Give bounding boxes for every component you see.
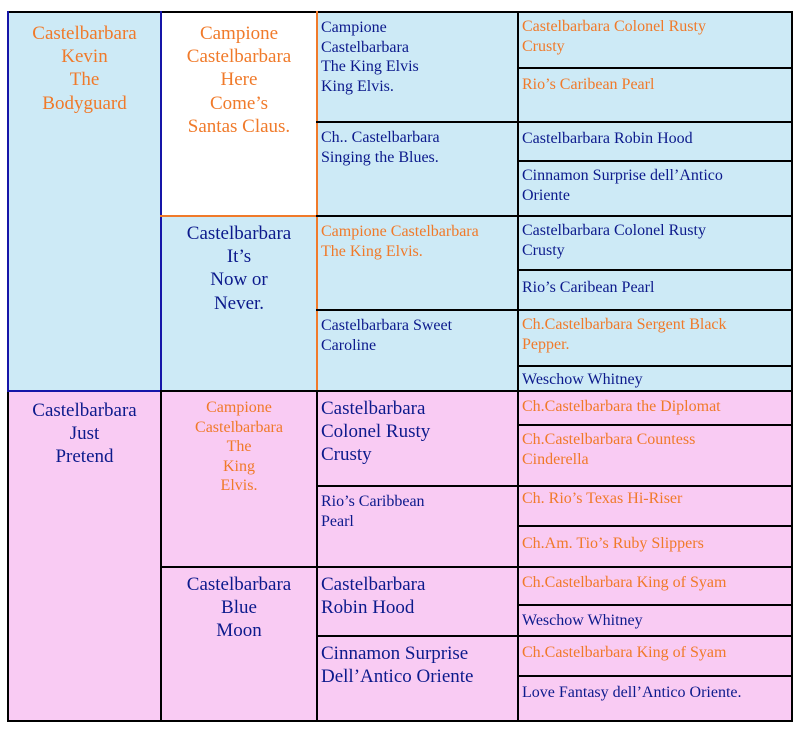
gen3-line: Robin Hood <box>321 597 415 619</box>
gen3-line: Castelbarbara <box>321 574 426 595</box>
grid-line <box>7 11 9 392</box>
gen2-line: Castelbarbara <box>186 46 292 68</box>
gen4-line: Ch.Castelbarbara King of Syam <box>522 574 727 591</box>
grid-line <box>517 67 793 69</box>
grid-line <box>7 390 162 392</box>
gen3-line: Castelbarbara Sweet <box>321 317 453 334</box>
gen4-line: Ch. Rio’s Texas Hi-Riser <box>522 490 683 507</box>
gen4-line: Crusty <box>522 241 565 259</box>
grid-line <box>517 604 793 606</box>
grid-line <box>160 11 162 392</box>
gen4-cell <box>518 122 792 161</box>
gen3-line: Castelbarbara <box>321 398 426 419</box>
sire-line: Bodyguard <box>42 92 127 114</box>
gen3-cell <box>317 216 518 310</box>
grid-line <box>7 391 9 722</box>
grid-line <box>316 11 318 392</box>
gen4-line: Ch.Castelbarbara Sergent Black <box>522 316 727 333</box>
grid-line <box>517 160 793 162</box>
gen3-cell <box>317 12 518 122</box>
gen3-cell <box>317 310 518 391</box>
gen4-cell <box>518 605 792 636</box>
sire-line: Castelbarbara <box>32 23 137 44</box>
gen4-cell <box>518 481 792 526</box>
gen2-cell <box>161 12 317 216</box>
sire-cell <box>8 12 161 391</box>
gen3-cell <box>317 486 518 567</box>
gen2-line: Castelbarbara <box>195 418 283 436</box>
gen2-cell <box>161 391 317 567</box>
gen4-line: Castelbarbara Colonel Rusty <box>522 18 706 35</box>
gen4-line: Cinnamon Surprise dell’Antico <box>522 167 723 184</box>
gen4-line: Rio’s Caribean Pearl <box>522 76 655 93</box>
dam-line: Just <box>69 423 100 445</box>
gen3-cell <box>317 391 518 486</box>
gen4-line: Ch.Castelbarbara the Diplomat <box>522 398 721 415</box>
gen4-line: Crusty <box>522 37 565 55</box>
gen3-line: Campione Castelbarbara <box>321 223 479 240</box>
sire-line: The <box>69 69 100 91</box>
gen2-line: Here <box>220 69 258 91</box>
grid-line <box>517 675 793 677</box>
gen3-cell <box>317 636 518 721</box>
gen2-line: Now or <box>210 269 268 291</box>
gen3-line: The King Elvis <box>321 58 419 76</box>
gen2-line: The <box>226 438 252 456</box>
grid-line <box>316 635 793 637</box>
gen2-line: Castelbarbara <box>186 223 292 244</box>
gen3-line: Rio’s Caribbean <box>321 493 425 510</box>
grid-line <box>316 391 318 722</box>
grid-line <box>160 390 793 392</box>
gen3-line: Caroline <box>321 336 377 354</box>
gen4-line: Castelbarbara Colonel Rusty <box>522 222 706 239</box>
grid-line <box>517 424 793 426</box>
grid-line <box>316 566 793 568</box>
gen2-line: Come’s <box>209 92 269 114</box>
gen3-line: The King Elvis. <box>321 242 423 260</box>
gen3-line: Colonel Rusty <box>321 421 431 443</box>
gen3-cell <box>317 567 518 636</box>
gen4-line: Ch.Castelbarbara King of Syam <box>522 644 727 661</box>
grid-line <box>517 365 793 367</box>
gen4-line: Castelbarbara Robin Hood <box>522 130 693 147</box>
gen2-line: Elvis. <box>220 477 258 495</box>
gen4-line: Cinderella <box>522 450 589 468</box>
gen2-line: Campione <box>206 399 272 416</box>
gen2-line: King <box>223 457 255 475</box>
dam-cell <box>8 391 161 721</box>
grid-line <box>160 391 162 722</box>
gen2-line: Santas Claus. <box>187 115 291 137</box>
gen4-line: Rio’s Caribean Pearl <box>522 279 655 296</box>
dam-line: Pretend <box>55 446 114 468</box>
gen4-line: Pepper. <box>522 335 570 353</box>
gen2-line: Castelbarbara <box>186 574 292 595</box>
grid-line <box>316 215 793 217</box>
grid-line <box>7 720 793 722</box>
gen4-cell <box>518 270 792 310</box>
gen2-line: Never. <box>213 292 265 314</box>
gen4-cell <box>518 216 792 270</box>
gen4-cell <box>518 425 792 481</box>
gen3-line: Cinnamon Surprise <box>321 643 469 664</box>
gen3-line: Singing the Blues. <box>321 148 439 166</box>
grid-line <box>316 121 793 123</box>
gen4-cell <box>518 310 792 366</box>
gen2-line: Campione <box>199 23 279 44</box>
gen2-cell <box>161 216 317 391</box>
gen4-cell <box>518 161 792 216</box>
gen4-cell <box>518 366 792 391</box>
gen4-cell <box>518 567 792 605</box>
grid-line <box>517 269 793 271</box>
gen4-cell <box>518 676 792 721</box>
grid-line <box>160 566 318 568</box>
gen2-line: Moon <box>216 620 262 642</box>
gen3-cell <box>317 122 518 216</box>
gen3-line: Ch.. Castelbarbara <box>321 129 440 146</box>
gen3-line: King Elvis. <box>321 77 394 95</box>
gen3-line: Dell’Antico Oriente <box>321 666 474 688</box>
grid-line <box>517 525 793 527</box>
gen4-cell <box>518 526 792 567</box>
gen3-line: Campione <box>321 19 387 36</box>
grid-line <box>316 485 793 487</box>
gen4-line: Ch.Am. Tio’s Ruby Slippers <box>522 535 704 552</box>
gen4-line: Ch.Castelbarbara Countess <box>522 431 696 448</box>
gen4-cell <box>518 636 792 676</box>
grid-line <box>7 11 793 13</box>
gen4-cell <box>518 391 792 425</box>
sire-line: Kevin <box>61 46 108 68</box>
gen3-line: Crusty <box>321 444 372 466</box>
gen2-cell <box>161 567 317 721</box>
gen2-line: It’s <box>226 246 252 268</box>
grid-line <box>316 309 793 311</box>
gen3-line: Castelbarbara <box>321 38 409 56</box>
gen4-line: Oriente <box>522 186 570 204</box>
gen4-cell <box>518 68 792 122</box>
gen4-cell <box>518 12 792 68</box>
gen4-line: Weschow Whitney <box>522 371 643 388</box>
grid-line <box>160 215 318 217</box>
gen4-line: Love Fantasy dell’Antico Oriente. <box>522 684 742 701</box>
gen3-line: Pearl <box>321 512 354 530</box>
gen2-line: Blue <box>221 597 257 619</box>
dam-line: Castelbarbara <box>32 400 137 421</box>
gen4-line: Weschow Whitney <box>522 612 643 629</box>
